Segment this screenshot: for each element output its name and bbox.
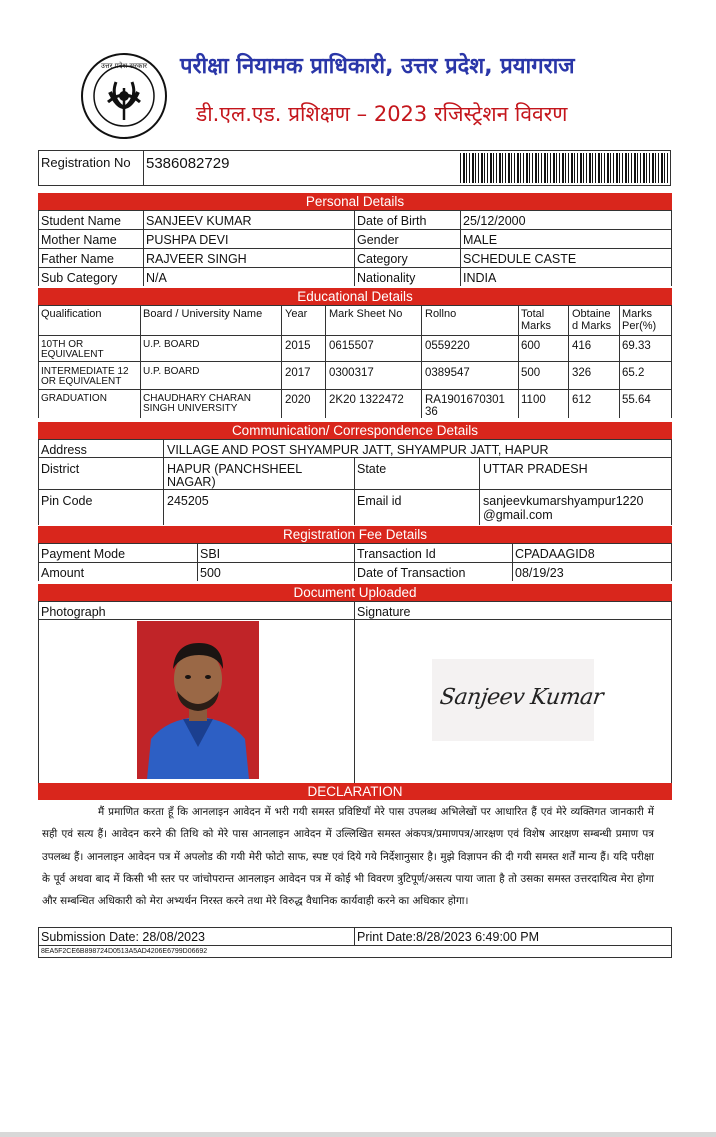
nationality-value: INDIA <box>463 271 497 285</box>
print-date: Print Date:8/28/2023 6:49:00 PM <box>357 930 540 944</box>
signature-image <box>432 659 605 741</box>
total-cell: 500 <box>521 367 541 379</box>
transaction-id-label: Transaction Id <box>357 547 436 561</box>
person-photo-icon <box>137 621 259 779</box>
fee-section-title: Registration Fee Details <box>38 526 672 543</box>
year-cell: 2015 <box>285 340 311 352</box>
obtained-cell: 326 <box>572 367 592 379</box>
state-value: UTTAR PRADESH <box>483 462 588 476</box>
col-obtained-2: d Marks <box>572 320 612 332</box>
photograph-label: Photograph <box>41 605 106 619</box>
col-percent-2: Per(%) <box>622 320 657 332</box>
email-value: sanjeevkumarshyampur1220 <box>483 494 644 508</box>
student-name-label: Student Name <box>41 214 121 228</box>
gender-value: MALE <box>463 233 498 247</box>
candidate-photograph <box>137 621 259 779</box>
qualification-cell-line2: EQUIVALENT <box>41 349 104 360</box>
pin-label: Pin Code <box>41 494 93 508</box>
payment-mode-label: Payment Mode <box>41 547 126 561</box>
qualification-cell: 10TH OR <box>41 339 84 350</box>
address-label: Address <box>41 443 87 457</box>
marksheet-cell: 0615507 <box>329 340 374 352</box>
col-marksheet: Mark Sheet No <box>329 308 403 320</box>
transaction-date-value: 08/19/23 <box>515 566 564 580</box>
rollno-cell-line2: 36 <box>425 406 438 418</box>
email-value-line2: @gmail.com <box>483 508 553 522</box>
father-name: RAJVEER SINGH <box>146 252 247 266</box>
district-label: District <box>41 462 80 476</box>
total-cell: 1100 <box>521 394 546 406</box>
percent-cell: 55.64 <box>622 394 651 406</box>
email-label: Email id <box>357 494 402 508</box>
col-rollno: Rollno <box>425 308 457 320</box>
percent-cell: 65.2 <box>622 367 645 379</box>
page-title: परीक्षा नियामक प्राधिकारी, उत्तर प्रदेश, प्रयागराज <box>180 54 575 79</box>
obtained-cell: 612 <box>572 394 592 406</box>
pin-value: 245205 <box>167 494 209 508</box>
subcategory-label: Sub Category <box>41 271 118 285</box>
amount-value: 500 <box>200 566 221 580</box>
category-value: SCHEDULE CASTE <box>463 252 577 266</box>
declaration-title: DECLARATION <box>38 783 672 800</box>
district-value-line2: NAGAR) <box>167 475 216 489</box>
col-total-2: Marks <box>521 320 551 332</box>
rollno-cell: 0389547 <box>425 367 470 379</box>
dob-label: Date of Birth <box>357 214 427 228</box>
qualification-cell-line2: OR EQUIVALENT <box>41 376 122 387</box>
registration-number: 5386082729 <box>146 155 230 172</box>
transaction-date-label: Date of Transaction <box>357 566 466 580</box>
nationality-label: Nationality <box>357 271 416 285</box>
board-cell: U.P. BOARD <box>143 366 200 377</box>
gender-label: Gender <box>357 233 399 247</box>
col-qualification: Qualification <box>41 308 102 320</box>
submission-date: Submission Date: 28/08/2023 <box>41 930 205 944</box>
total-cell: 600 <box>521 340 541 352</box>
registration-label: Registration No <box>41 155 131 170</box>
board-cell: U.P. BOARD <box>143 339 200 350</box>
emblem-seal <box>80 52 168 140</box>
year-cell: 2017 <box>285 367 311 379</box>
marksheet-cell: 2K20 1322472 <box>329 394 404 406</box>
col-obtained-1: Obtaine <box>572 308 611 320</box>
board-cell: CHAUDHARY CHARAN <box>143 393 251 404</box>
declaration-text: मैं प्रमाणित करता हूँ कि आनलाइन आवेदन में भरी गयी समस्त प्रविष्टियाँ मेरे पास उपलब्ध अभिलेखों पर आधारित हैं एवं मेरे व्यक्तिगत जानकारी में सही एवं सत्य हैं। आवेदन करने की तिथि को मेरे पास आनलाइन आवेदन में उल्लिखित समस्त अंकपत्र/प्रमाणपत्र/आरक्षण एवं विशेष आरक्षण सम्बन्धी प्रमाण पत्र उपलब्ध हैं। आनलाइन आवेदन पत्र में अपलोड की गयी मेरी फोटो साफ, स्पष्ट एवं दिये गये निर्देशानुसार है। मुझे विज्ञापन की दी गयी समस्त शर्तें मान्य हैं। यदि परीक्षा के पूर्व अथवा बाद में किसी भी स्तर पर जांचोपरान्त आनलाइन आवेदन पत्र में कोई भी विवरण त्रुटिपूर्ण/असत्य पाया जाता है तो उसका समस्त उत्तरदायित्व मेरा होगा और सम्बन्धित अधिकारी को मेरा अभ्यर्थन निरस्त करने तथा मेरे विरुद्ध वैधानिक कार्यवाही करने का अधिकार होगा। <box>42 806 654 908</box>
col-total-1: Total <box>521 308 545 320</box>
obtained-cell: 416 <box>572 340 592 352</box>
transaction-id-value: CPADAAGID8 <box>515 547 595 561</box>
documents-section-title: Document Uploaded <box>38 584 672 601</box>
board-cell-line2: SINGH UNIVERSITY <box>143 403 238 414</box>
student-name: SANJEEV KUMAR <box>146 214 252 228</box>
page-subtitle: डी.एल.एड. प्रशिक्षण – 2023 रजिस्ट्रेशन विवरण <box>196 102 568 126</box>
state-label: State <box>357 462 387 476</box>
bottom-edge <box>0 1132 716 1137</box>
communication-section-title: Communication/ Correspondence Details <box>38 422 672 439</box>
up-government-seal-icon <box>80 52 168 140</box>
category-label: Category <box>357 252 408 266</box>
percent-cell: 69.33 <box>622 340 651 352</box>
col-percent-1: Marks <box>622 308 652 320</box>
mother-name-label: Mother Name <box>41 233 117 247</box>
father-name-label: Father Name <box>41 252 114 266</box>
mother-name: PUSHPA DEVI <box>146 233 229 247</box>
year-cell: 2020 <box>285 394 311 406</box>
dob-value: 25/12/2000 <box>463 214 526 228</box>
payment-mode-value: SBI <box>200 547 221 561</box>
rollno-cell: RA1901670301 <box>425 394 505 406</box>
signature-label: Signature <box>357 605 411 619</box>
district-value: HAPUR (PANCHSHEEL <box>167 462 303 476</box>
amount-label: Amount <box>41 566 85 580</box>
barcode <box>460 153 670 183</box>
education-section-title: Educational Details <box>38 288 672 305</box>
subcategory-value: N/A <box>146 271 167 285</box>
qualification-cell: GRADUATION <box>41 393 107 404</box>
marksheet-cell: 0300317 <box>329 367 374 379</box>
rollno-cell: 0559220 <box>425 340 470 352</box>
col-year: Year <box>285 308 308 320</box>
personal-section-title: Personal Details <box>38 193 672 210</box>
qualification-cell: INTERMEDIATE 12 <box>41 366 129 377</box>
col-board: Board / University Name <box>143 308 263 320</box>
seal-text: उत्तर प्रदेश सरकार <box>100 62 148 70</box>
address-value: VILLAGE AND POST SHYAMPUR JATT, SHYAMPUR JATT, HAPUR <box>167 443 549 457</box>
signature-text: Sanjeev Kumar <box>438 685 605 710</box>
document-hash: 8EA5F2CE6B898724D0513A5AD4206E6799D06692 <box>41 948 208 955</box>
